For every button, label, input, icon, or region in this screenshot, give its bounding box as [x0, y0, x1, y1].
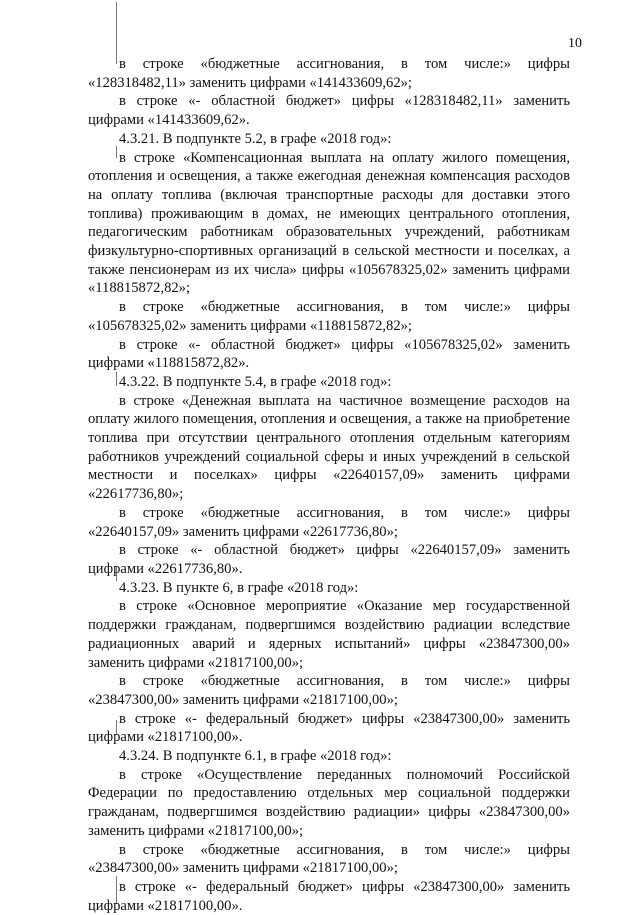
- paragraph: в строке «бюджетные ассигнования, в том числе:» цифры «23847300,00» заменить цифрами «21817100,00»;: [88, 841, 570, 877]
- clause-heading: 4.3.24. В подпункте 6.1, в графе «2018 год»:: [119, 748, 392, 765]
- page-number: 10: [568, 36, 582, 51]
- paragraph: в строке «Осуществление переданных полномочий Российской Федерации по предоставлению отдельных мер социальной поддержки гражданам, подвергшимся воздействию радиации» цифры «23847300,00» заменить цифрами «21817100,00»;: [88, 766, 570, 839]
- paragraph: в строке «- федеральный бюджет» цифры «23847300,00» заменить цифрами «21817100,00».: [88, 878, 570, 914]
- paragraph: в строке «- областной бюджет» цифры «22640157,09» заменить цифрами «22617736,80».: [88, 542, 570, 577]
- paragraph: в строке «бюджетные ассигнования, в том числе:» цифры «23847300,00» заменить цифрами «21817100,00»;: [88, 673, 570, 708]
- clause-heading: 4.3.23. В пункте 6, в графе «2018 год»:: [119, 579, 359, 596]
- paragraph: в строке «Компенсационная выплата на оплату жилого помещения, отопления и освещения, а также ежегодная денежная компенсация расходов на оплату топлива (включая транспортные расходы для доставки этого топлива) проживающим в домах, не имеющих центрального отопления, педагогическим работникам образовательных учреждений, работникам физкультурно-спортивных организаций в сельской местности и поселках, а также пенсионерам из их числа» цифры «105678325,02» заменить цифрами «118815872,82»;: [88, 149, 570, 297]
- paragraph: в строке «- областной бюджет» цифры «128318482,11» заменить цифрами «141433609,62».: [88, 93, 570, 129]
- paragraph: в строке «бюджетные ассигнования, в том числе:» цифры «22640157,09» заменить цифрами «22617736,80»;: [88, 504, 570, 540]
- paragraph: в строке «Основное мероприятие «Оказание мер государственной поддержки гражданам, подвергшимся воздействию радиации вследствие радиационных аварий и ядерных испытаний» цифры «23847300,00» заменить цифрами «21817100,00»;: [88, 598, 570, 671]
- clause-heading: 4.3.21. В подпункте 5.2, в графе «2018 год»:: [119, 130, 392, 147]
- paragraph: в строке «бюджетные ассигнования, в том числе:» цифры «105678325,02» заменить цифрами «118815872,82»;: [88, 299, 570, 334]
- document-body: [88, 55, 570, 915]
- paragraph: в строке «- областной бюджет» цифры «105678325,02» заменить цифрами «118815872,82».: [88, 336, 570, 372]
- paragraph: в строке «бюджетные ассигнования, в том числе:» цифры «128318482,11» заменить цифрами «141433609,62»;: [88, 56, 570, 91]
- paragraph: в строке «Денежная выплата на частичное возмещение расходов на оплату жилого помещения, отопления и освещения, а также на приобретение топлива при отсутствии центрального отопления отдельным категориям работников учреждений социальной сферы и иных учреждений в сельской местности и поселках» цифры «22640157,09» заменить цифрами «22617736,80»;: [88, 392, 570, 503]
- paragraph: в строке «- федеральный бюджет» цифры «23847300,00» заменить цифрами «21817100,00».: [88, 710, 570, 746]
- clause-heading: 4.3.22. В подпункте 5.4, в графе «2018 год»:: [119, 373, 392, 390]
